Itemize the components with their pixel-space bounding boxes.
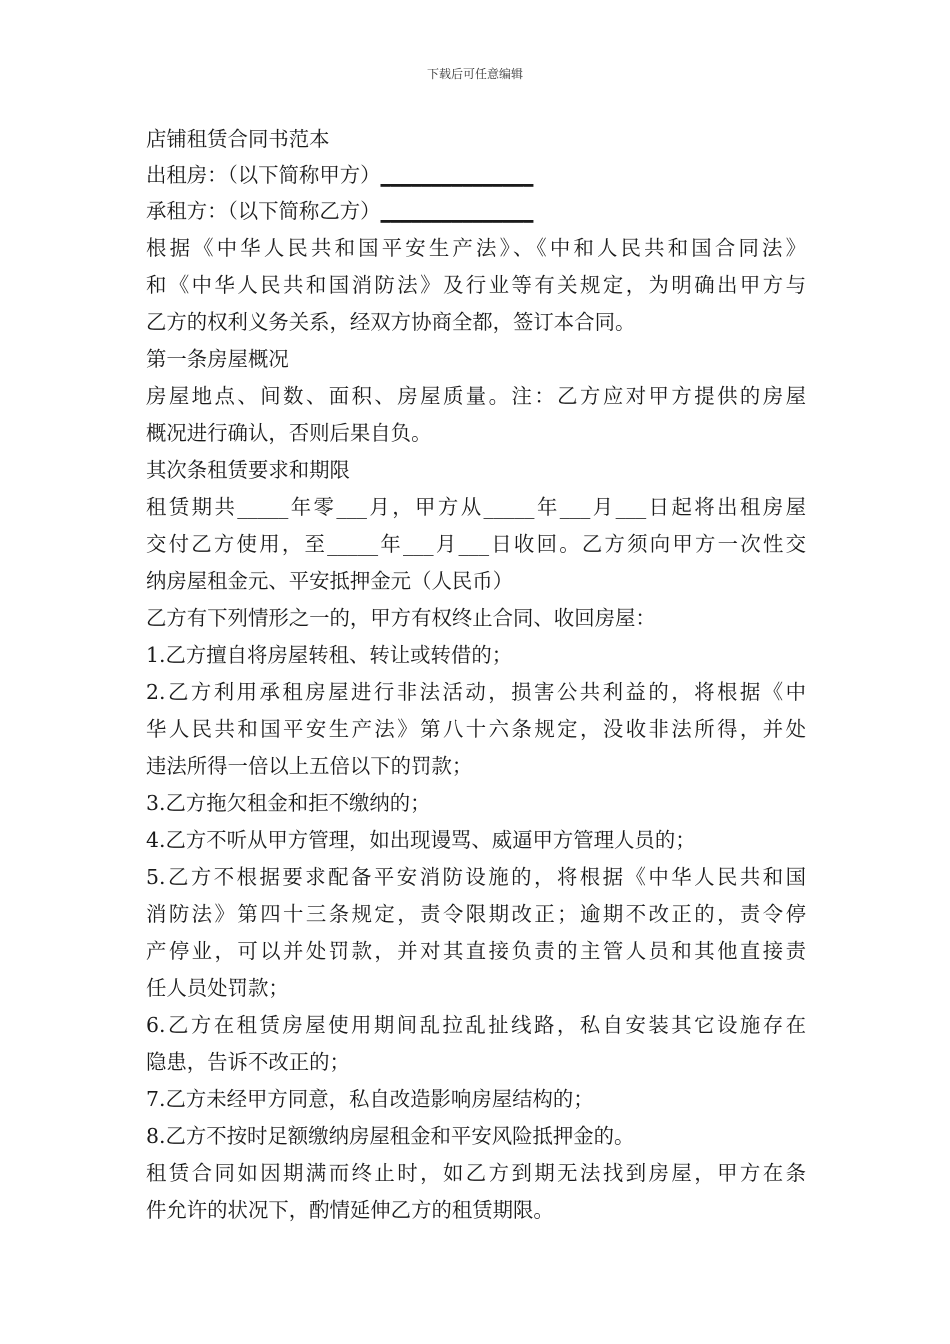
- document-body: [146, 121, 806, 1229]
- list-item: 7.乙方未经甲方同意，私自改造影响房屋结构的；: [146, 1087, 594, 1111]
- article-2-title: 其次条租赁要求和期限: [146, 458, 350, 482]
- article-1-title: 第一条房屋概况: [146, 347, 289, 371]
- article-2-line: 租赁期共_____年零___月，甲方从_____年___月___日起将出租房屋: [146, 495, 806, 519]
- list-item-continued: 消防法》第四十三条规定，责令限期改正；逾期不改正的，责令停: [146, 902, 806, 926]
- preamble-line: 根据《中华人民共和国平安生产法》、《中和人民共和国合同法》: [146, 236, 806, 260]
- article-2-line: 交付乙方使用，至_____年___月___日收回。乙方须向甲方一次性交: [146, 532, 806, 556]
- preamble-line: 和《中华人民共和国消防法》及行业等有关规定，为明确出甲方与: [146, 273, 806, 297]
- page-header-note: 下载后可任意编辑: [426, 67, 523, 81]
- closing-line: 件允许的状况下，酌情延伸乙方的租赁期限。: [146, 1198, 554, 1222]
- article-1-line: 概况进行确认，否则后果自负。: [146, 421, 432, 445]
- lessee-label: 承租方：（以下简称乙方）: [146, 199, 381, 223]
- lessor-label: 出租房：（以下简称甲方）: [146, 163, 381, 187]
- list-item: 5.乙方不根据要求配备平安消防设施的，将根据《中华人民共和国: [146, 865, 806, 889]
- document-title: 店铺租赁合同书范本: [146, 127, 330, 151]
- list-item: 6.乙方在租赁房屋使用期间乱拉乱扯线路，私自安装其它设施存在: [146, 1013, 806, 1037]
- list-item: 3.乙方拖欠租金和拒不缴纳的；: [146, 791, 431, 815]
- lessor-blank: _______________: [380, 163, 534, 187]
- article-1-line: 房屋地点、间数、面积、房屋质量。注：乙方应对甲方提供的房屋: [146, 384, 806, 408]
- list-item-continued: 产停业，可以并处罚款，并对其直接负责的主管人员和其他直接责: [146, 939, 806, 963]
- article-2-line: 纳房屋租金元、平安抵押金元（人民币）: [146, 569, 514, 593]
- termination-intro: 乙方有下列情形之一的，甲方有权终止合同、收回房屋：: [146, 606, 656, 630]
- list-item-continued: 违法所得一倍以上五倍以下的罚款；: [146, 754, 473, 778]
- lessee-line: [146, 193, 806, 230]
- lessee-blank: _______________: [380, 199, 534, 223]
- list-item-continued: 任人员处罚款；: [146, 976, 289, 1000]
- closing-line: 租赁合同如因期满而终止时，如乙方到期无法找到房屋，甲方在条: [146, 1161, 806, 1185]
- list-item: 1.乙方擅自将房屋转租、转让或转借的；: [146, 643, 513, 667]
- list-item: 8.乙方不按时足额缴纳房屋租金和平安风险抵押金的。: [146, 1124, 635, 1148]
- list-item: 4.乙方不听从甲方管理，如出现谩骂、威逼甲方管理人员的；: [146, 828, 696, 852]
- list-item: 2.乙方利用承租房屋进行非法活动，损害公共利益的，将根据《中: [146, 680, 806, 704]
- lessor-line: [146, 157, 806, 193]
- list-item-continued: 华人民共和国平安生产法》第八十六条规定，没收非法所得，并处: [146, 717, 806, 741]
- list-item-continued: 隐患，告诉不改正的；: [146, 1050, 350, 1074]
- preamble-line: 乙方的权利义务关系，经双方协商全都，签订本合同。: [146, 310, 636, 334]
